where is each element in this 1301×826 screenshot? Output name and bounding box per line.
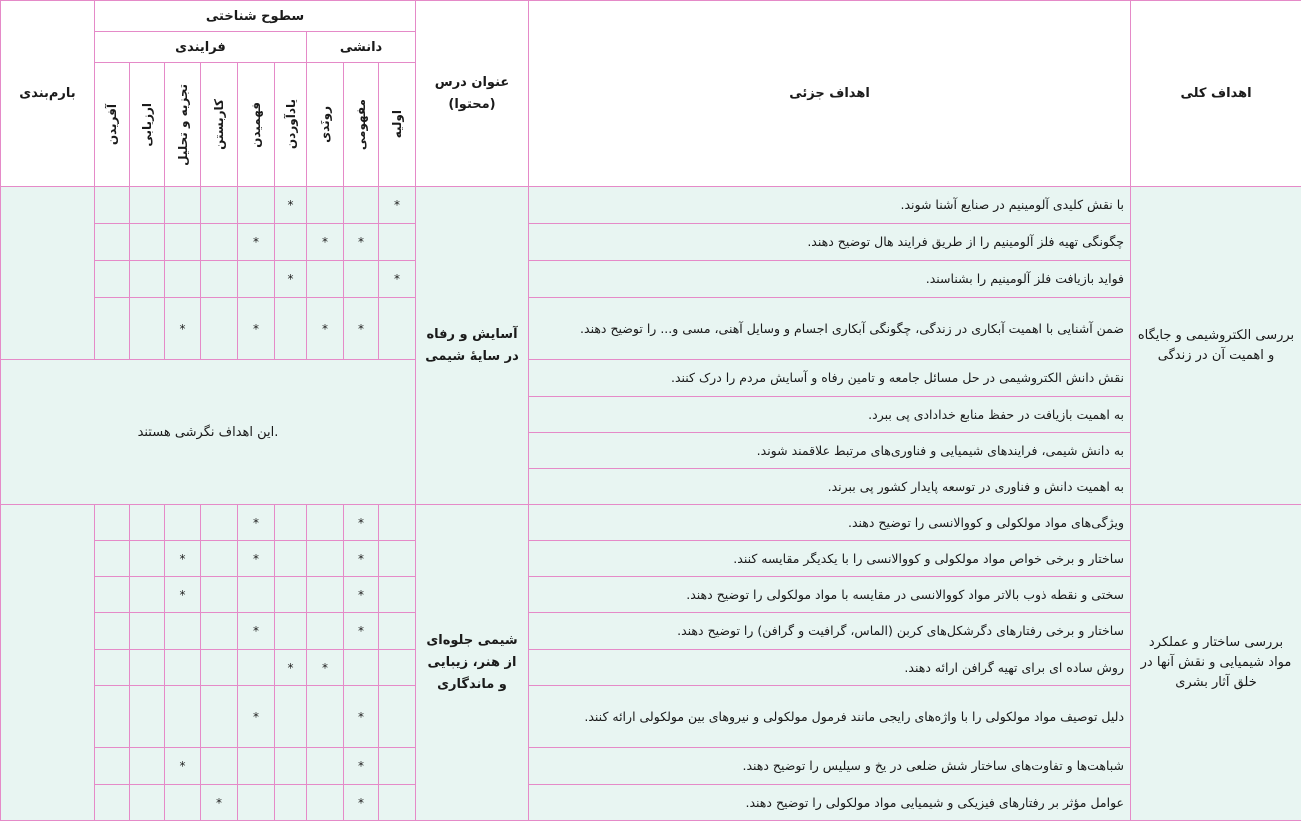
table-row [1, 360, 1301, 397]
level-mark-cell [344, 650, 379, 686]
level-header-label: کاربستن [212, 99, 226, 150]
level-mark-cell: * [165, 748, 201, 785]
knowledge-header: دانشی [307, 32, 416, 63]
level-mark-cell [379, 785, 416, 821]
table-row [1, 650, 1301, 686]
level-mark-cell [130, 748, 165, 785]
level-mark-cell: * [307, 224, 344, 261]
level-mark-cell [130, 541, 165, 577]
level-mark-cell [201, 505, 238, 541]
level-mark-cell [165, 650, 201, 686]
level-mark-cell [130, 298, 165, 360]
level-mark-cell [165, 613, 201, 650]
level-mark-cell [307, 613, 344, 650]
level-header [95, 63, 130, 187]
level-mark-cell: * [379, 261, 416, 298]
level-mark-cell: * [344, 541, 379, 577]
level-mark-cell: * [344, 505, 379, 541]
detailed-objective: سختی و نقطه ذوب بالاتر مواد کووالانسی در مقایسه با مواد مولکولی را توضیح دهند. [529, 577, 1131, 613]
grading-cell [1, 187, 95, 360]
level-mark-cell [379, 541, 416, 577]
level-mark-cell [130, 505, 165, 541]
level-mark-cell [201, 748, 238, 785]
level-mark-cell [201, 187, 238, 224]
level-header [165, 63, 201, 187]
level-mark-cell [379, 224, 416, 261]
level-mark-cell [95, 505, 130, 541]
level-header [344, 63, 379, 187]
level-mark-cell: * [201, 785, 238, 821]
level-mark-cell [379, 686, 416, 748]
level-mark-cell: * [165, 541, 201, 577]
level-mark-cell [379, 298, 416, 360]
level-mark-cell [95, 541, 130, 577]
level-header-label: مفهومی [354, 98, 368, 151]
level-header-label: فهمیدن [249, 101, 263, 148]
level-mark-cell [238, 187, 275, 224]
detailed-objective: به اهمیت دانش و فناوری در توسعه پایدار کشور پی ببرند. [529, 469, 1131, 505]
level-mark-cell [275, 505, 307, 541]
grading-cell [1, 505, 95, 821]
detailed-objective: شباهت‌ها و تفاوت‌های ساختار شش ضلعی در یخ و سیلیس را توضیح دهند. [529, 748, 1131, 785]
level-mark-cell [130, 224, 165, 261]
level-header [275, 63, 307, 187]
level-mark-cell [344, 261, 379, 298]
level-mark-cell [165, 505, 201, 541]
level-mark-cell [344, 187, 379, 224]
level-mark-cell [275, 785, 307, 821]
level-mark-cell: * [344, 686, 379, 748]
level-header-label: آفریدن [105, 103, 119, 146]
table-row [1, 748, 1301, 785]
level-mark-cell: * [344, 613, 379, 650]
level-mark-cell [95, 298, 130, 360]
level-mark-cell [307, 261, 344, 298]
level-mark-cell [275, 577, 307, 613]
attitude-note: این اهداف نگرشی هستند. [1, 360, 416, 505]
level-mark-cell [95, 577, 130, 613]
level-header-label: رونَدی [318, 106, 332, 143]
level-mark-cell [130, 650, 165, 686]
level-mark-cell [275, 224, 307, 261]
level-mark-cell [95, 224, 130, 261]
level-mark-cell [307, 505, 344, 541]
level-mark-cell [238, 748, 275, 785]
level-mark-cell [307, 785, 344, 821]
table-row [1, 505, 1301, 541]
level-mark-cell [130, 187, 165, 224]
level-mark-cell [201, 298, 238, 360]
level-mark-cell [130, 613, 165, 650]
detailed-objective: نقش دانش الکتروشیمی در حل مسائل جامعه و تامین رفاه و آسایش مردم را درک کنند. [529, 360, 1131, 397]
level-header-label: اولیه [390, 110, 404, 139]
level-mark-cell [165, 261, 201, 298]
level-mark-cell: * [344, 748, 379, 785]
level-mark-cell [275, 298, 307, 360]
level-mark-cell: * [238, 686, 275, 748]
level-mark-cell: * [275, 650, 307, 686]
level-mark-cell [379, 613, 416, 650]
detailed-objective: فواید بازیافت فلز آلومینیم را بشناسند. [529, 261, 1131, 298]
grading-header: بارم‌بندی [1, 1, 95, 187]
level-mark-cell [275, 748, 307, 785]
level-header [379, 63, 416, 187]
level-mark-cell [130, 785, 165, 821]
level-mark-cell: * [275, 261, 307, 298]
level-mark-cell [95, 785, 130, 821]
level-mark-cell [275, 541, 307, 577]
detailed-objective: به دانش شیمی، فرایندهای شیمیایی و فناوری‌های مرتبط علاقمند شوند. [529, 433, 1131, 469]
detailed-objective: عوامل مؤثر بر رفتارهای فیزیکی و شیمیایی مواد مولکولی را توضیح دهند. [529, 785, 1131, 821]
level-mark-cell [379, 650, 416, 686]
level-mark-cell [238, 261, 275, 298]
level-mark-cell [130, 577, 165, 613]
level-mark-cell: * [238, 541, 275, 577]
table-row [1, 686, 1301, 748]
level-mark-cell [201, 650, 238, 686]
level-mark-cell: * [344, 298, 379, 360]
table-row [1, 541, 1301, 577]
level-mark-cell [307, 686, 344, 748]
level-mark-cell [201, 224, 238, 261]
level-mark-cell [201, 577, 238, 613]
detailed-goals-header: اهداف جزئی [529, 1, 1131, 187]
level-mark-cell: * [165, 298, 201, 360]
level-mark-cell [95, 650, 130, 686]
level-mark-cell [379, 748, 416, 785]
level-mark-cell [238, 785, 275, 821]
table-row [1, 261, 1301, 298]
level-header [307, 63, 344, 187]
table-row [1, 785, 1301, 821]
detailed-objective: ویژگی‌های مواد مولکولی و کووالانسی را توضیح دهند. [529, 505, 1131, 541]
level-mark-cell [201, 613, 238, 650]
level-mark-cell [95, 748, 130, 785]
level-mark-cell [379, 505, 416, 541]
level-mark-cell [95, 187, 130, 224]
overall-goal: بررسی ساختار و عملکرد مواد شیمیایی و نقش آنها در خلق آثار بشری [1131, 505, 1301, 821]
detailed-objective: با نقش کلیدی آلومینیم در صنایع آشنا شوند. [529, 187, 1131, 224]
detailed-objective: ساختار و برخی خواص مواد مولکولی و کووالانسی را با یکدیگر مقایسه کنند. [529, 541, 1131, 577]
detailed-objective: دلیل توصیف مواد مولکولی را با واژه‌های رایجی مانند فرمول مولکولی و نیروهای بین مولکولی ارائه کنند. [529, 686, 1131, 748]
level-mark-cell: * [165, 577, 201, 613]
level-mark-cell: * [307, 650, 344, 686]
lesson-title: شیمی جلوه‌ای از هنر، زیبایی و ماندگاری [416, 505, 529, 821]
level-mark-cell [95, 261, 130, 298]
level-mark-cell: * [238, 613, 275, 650]
level-mark-cell [201, 686, 238, 748]
level-header [130, 63, 165, 187]
level-mark-cell [275, 613, 307, 650]
level-mark-cell: * [344, 224, 379, 261]
level-header [238, 63, 275, 187]
process-header: فرایندی [95, 32, 307, 63]
level-mark-cell: * [238, 505, 275, 541]
level-mark-cell [307, 187, 344, 224]
detailed-objective: ضمن آشنایی با اهمیت آبکاری در زندگی، چگونگی آبکاری اجسام و وسایل آهنی، مسی و... را توضیح دهند. [529, 298, 1131, 360]
table-row [1, 298, 1301, 360]
detailed-objective: ساختار و برخی رفتارهای دگرشکل‌های کربن (الماس، گرافیت و گرافن) را توضیح دهند. [529, 613, 1131, 650]
overall-goals-header: اهداف کلی [1131, 1, 1301, 187]
level-mark-cell: * [275, 187, 307, 224]
detailed-objective: چگونگی تهیه فلز آلومینیم را از طریق فرایند هال توضیح دهند. [529, 224, 1131, 261]
level-mark-cell [201, 541, 238, 577]
level-mark-cell: * [344, 785, 379, 821]
level-mark-cell: * [379, 187, 416, 224]
level-mark-cell: * [238, 224, 275, 261]
lesson-title-header: عنوان درس (محتوا) [416, 1, 529, 187]
level-mark-cell [130, 261, 165, 298]
level-mark-cell [95, 686, 130, 748]
detailed-objective: به اهمیت بازیافت در حفظ منابع خدادادی پی ببرد. [529, 397, 1131, 433]
table-row [1, 187, 1301, 224]
level-header [201, 63, 238, 187]
level-mark-cell [275, 686, 307, 748]
level-mark-cell: * [344, 577, 379, 613]
level-mark-cell [307, 541, 344, 577]
table-row [1, 577, 1301, 613]
level-header-label: یادآوردن [283, 99, 298, 150]
level-mark-cell [307, 577, 344, 613]
level-mark-cell [165, 785, 201, 821]
table-row [1, 224, 1301, 261]
level-mark-cell [130, 686, 165, 748]
lesson-title: آسایش و رفاه در سایهٔ شیمی [416, 187, 529, 505]
cognitive-levels-header: سطوح شناختی [95, 1, 416, 32]
table-row [1, 613, 1301, 650]
level-mark-cell [201, 261, 238, 298]
level-mark-cell [238, 577, 275, 613]
level-mark-cell [95, 613, 130, 650]
level-header-label: تجزیه و تحلیل [175, 83, 190, 166]
detailed-objective: روش ساده ای برای تهیه گرافن ارائه دهند. [529, 650, 1131, 686]
level-mark-cell: * [238, 298, 275, 360]
overall-goal: بررسی الکتروشیمی و جایگاه و اهمیت آن در زندگی [1131, 187, 1301, 505]
level-mark-cell: * [307, 298, 344, 360]
level-mark-cell [379, 577, 416, 613]
level-mark-cell [165, 224, 201, 261]
level-header-label: ارزیابی [140, 102, 154, 147]
level-mark-cell [165, 686, 201, 748]
level-mark-cell [307, 748, 344, 785]
level-mark-cell [165, 187, 201, 224]
level-mark-cell [238, 650, 275, 686]
